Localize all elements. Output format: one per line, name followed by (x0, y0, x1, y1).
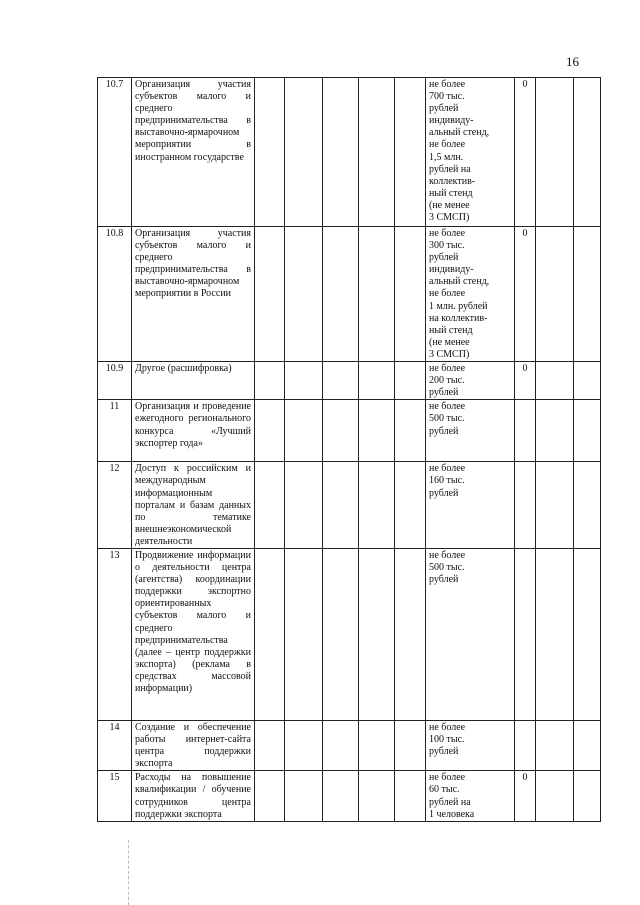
margin-mark (128, 840, 130, 905)
row-number: 12 (98, 462, 132, 549)
row-value: 0 (515, 78, 536, 227)
empty-cell (395, 400, 426, 462)
limit-line: альный стенд, (429, 276, 490, 288)
empty-cell (359, 400, 395, 462)
limit-line: не более (429, 721, 466, 733)
limit-line: ный стенд (429, 324, 473, 336)
limit-line: 500 тыс. (429, 413, 465, 425)
empty-cell (536, 227, 574, 362)
empty-cell (359, 362, 395, 400)
table-row (98, 771, 601, 821)
limit-line: 60 тыс. (429, 784, 460, 796)
empty-cell (395, 362, 426, 400)
row-value: 0 (515, 227, 536, 362)
row-number: 13 (98, 548, 132, 720)
empty-cell (574, 78, 601, 227)
empty-cell (395, 227, 426, 362)
limit-line: 700 тыс. (429, 91, 465, 103)
empty-cell (359, 462, 395, 549)
row-limit (426, 720, 515, 770)
empty-cell (395, 720, 426, 770)
limit-line: индивиду- (429, 115, 474, 127)
table-row (98, 78, 601, 227)
row-description: Доступ к российским и международным информационным порталам и базам данных по тематике внешнеэкономической деятельности (132, 462, 255, 549)
row-limit (426, 400, 515, 462)
empty-cell (536, 362, 574, 400)
limit-line: рублей на (429, 796, 471, 808)
empty-cell (323, 362, 359, 400)
row-number: 11 (98, 400, 132, 462)
empty-cell (536, 78, 574, 227)
limit-line: 1 человека (429, 808, 475, 820)
limit-line: 100 тыс. (429, 734, 465, 746)
empty-cell (359, 771, 395, 821)
limit-line: не более (429, 228, 466, 239)
empty-cell (536, 548, 574, 720)
table-row (98, 548, 601, 720)
empty-cell (285, 462, 323, 549)
empty-cell (574, 548, 601, 720)
empty-cell (574, 362, 601, 400)
limit-line: рублей на (429, 163, 471, 175)
limit-line: на коллектив- (429, 312, 488, 324)
empty-cell (323, 400, 359, 462)
empty-cell (255, 400, 285, 462)
row-limit (426, 771, 515, 821)
limit-line: 160 тыс. (429, 475, 465, 487)
empty-cell (285, 548, 323, 720)
limit-line: 3 СМСП) (429, 212, 470, 224)
row-number: 10.8 (98, 227, 132, 362)
empty-cell (395, 548, 426, 720)
empty-cell (395, 462, 426, 549)
empty-cell (536, 462, 574, 549)
empty-cell (359, 227, 395, 362)
limit-line: рублей (429, 487, 459, 499)
limit-line: рублей (429, 103, 459, 115)
limit-line: не более (429, 79, 466, 90)
row-value (515, 400, 536, 462)
row-value (515, 720, 536, 770)
limit-line: не более (429, 772, 466, 784)
row-description: Продвижение информации о деятельности центра (агентства) координации поддержки экспортно ориентированных субъектов малого и среднего предпринимательства (далее – центр поддержки экспорта) (реклама в средствах массовой информации) (132, 548, 255, 720)
row-limit (426, 362, 515, 400)
limit-line: рублей (429, 252, 459, 264)
limit-line: 300 тыс. (429, 240, 465, 252)
limit-line: 1 млн. рублей (429, 300, 488, 312)
budget-table (97, 77, 601, 822)
page-number: 16 (566, 54, 579, 69)
empty-cell (323, 462, 359, 549)
empty-cell (323, 548, 359, 720)
row-value (515, 548, 536, 720)
limit-line: индивиду- (429, 264, 474, 276)
empty-cell (359, 78, 395, 227)
table-row (98, 720, 601, 770)
empty-cell (323, 771, 359, 821)
empty-cell (574, 462, 601, 549)
row-description: Организация участия субъектов малого и среднего предпринимательства в выставочно-ярмарочном мероприятии в России (132, 227, 255, 362)
limit-line: не более (429, 139, 466, 151)
empty-cell (285, 400, 323, 462)
table-row (98, 362, 601, 400)
row-number: 15 (98, 771, 132, 821)
empty-cell (255, 227, 285, 362)
empty-cell (255, 771, 285, 821)
row-description: Организация участия субъектов малого и среднего предпринимательства в выставочно-ярмарочном мероприятии в иностранном государстве (132, 78, 255, 227)
limit-line: 3 СМСП) (429, 348, 470, 360)
empty-cell (255, 720, 285, 770)
empty-cell (255, 78, 285, 227)
row-number: 10.7 (98, 78, 132, 227)
row-description: Создание и обеспечение работы интернет-сайта центра поддержки экспорта (132, 720, 255, 770)
empty-cell (359, 548, 395, 720)
row-number: 10.9 (98, 362, 132, 400)
empty-cell (574, 227, 601, 362)
empty-cell (574, 771, 601, 821)
empty-cell (536, 720, 574, 770)
limit-line: 200 тыс. (429, 375, 465, 387)
empty-cell (285, 362, 323, 400)
empty-cell (574, 400, 601, 462)
limit-line: рублей (429, 425, 459, 437)
row-limit (426, 548, 515, 720)
limit-line: рублей (429, 746, 459, 758)
row-value (515, 462, 536, 549)
table-row (98, 462, 601, 549)
limit-line: (не менее (429, 336, 470, 348)
limit-line: альный стенд, (429, 127, 490, 139)
empty-cell (285, 227, 323, 362)
empty-cell (285, 78, 323, 227)
row-description: Расходы на повышение квалификации / обучение сотрудников центра поддержки экспорта (132, 771, 255, 821)
limit-line: ный стенд (429, 187, 473, 199)
empty-cell (323, 227, 359, 362)
limit-line: не более (429, 549, 466, 561)
row-limit (426, 227, 515, 362)
empty-cell (255, 462, 285, 549)
limit-line: рублей (429, 387, 459, 399)
row-value: 0 (515, 771, 536, 821)
empty-cell (536, 400, 574, 462)
empty-cell (285, 720, 323, 770)
empty-cell (395, 771, 426, 821)
empty-cell (323, 720, 359, 770)
empty-cell (255, 362, 285, 400)
empty-cell (574, 720, 601, 770)
limit-line: рублей (429, 574, 459, 586)
limit-line: не более (429, 363, 466, 375)
row-description: Организация и проведение ежегодного регионального конкурса «Лучший экспортер года» (132, 400, 255, 462)
limit-line: не более (429, 288, 466, 300)
limit-line: 1,5 млн. (429, 151, 464, 163)
limit-line: коллектив- (429, 175, 476, 187)
limit-line: не более (429, 401, 466, 413)
empty-cell (395, 78, 426, 227)
empty-cell (285, 771, 323, 821)
empty-cell (323, 78, 359, 227)
limit-line: (не менее (429, 199, 470, 211)
empty-cell (536, 771, 574, 821)
limit-line: 500 тыс. (429, 562, 465, 574)
empty-cell (255, 548, 285, 720)
row-description: Другое (расшифровка) (132, 362, 255, 400)
table-row (98, 227, 601, 362)
row-limit (426, 78, 515, 227)
row-number: 14 (98, 720, 132, 770)
row-value: 0 (515, 362, 536, 400)
table-row (98, 400, 601, 462)
row-limit (426, 462, 515, 549)
empty-cell (359, 720, 395, 770)
limit-line: не более (429, 463, 466, 475)
